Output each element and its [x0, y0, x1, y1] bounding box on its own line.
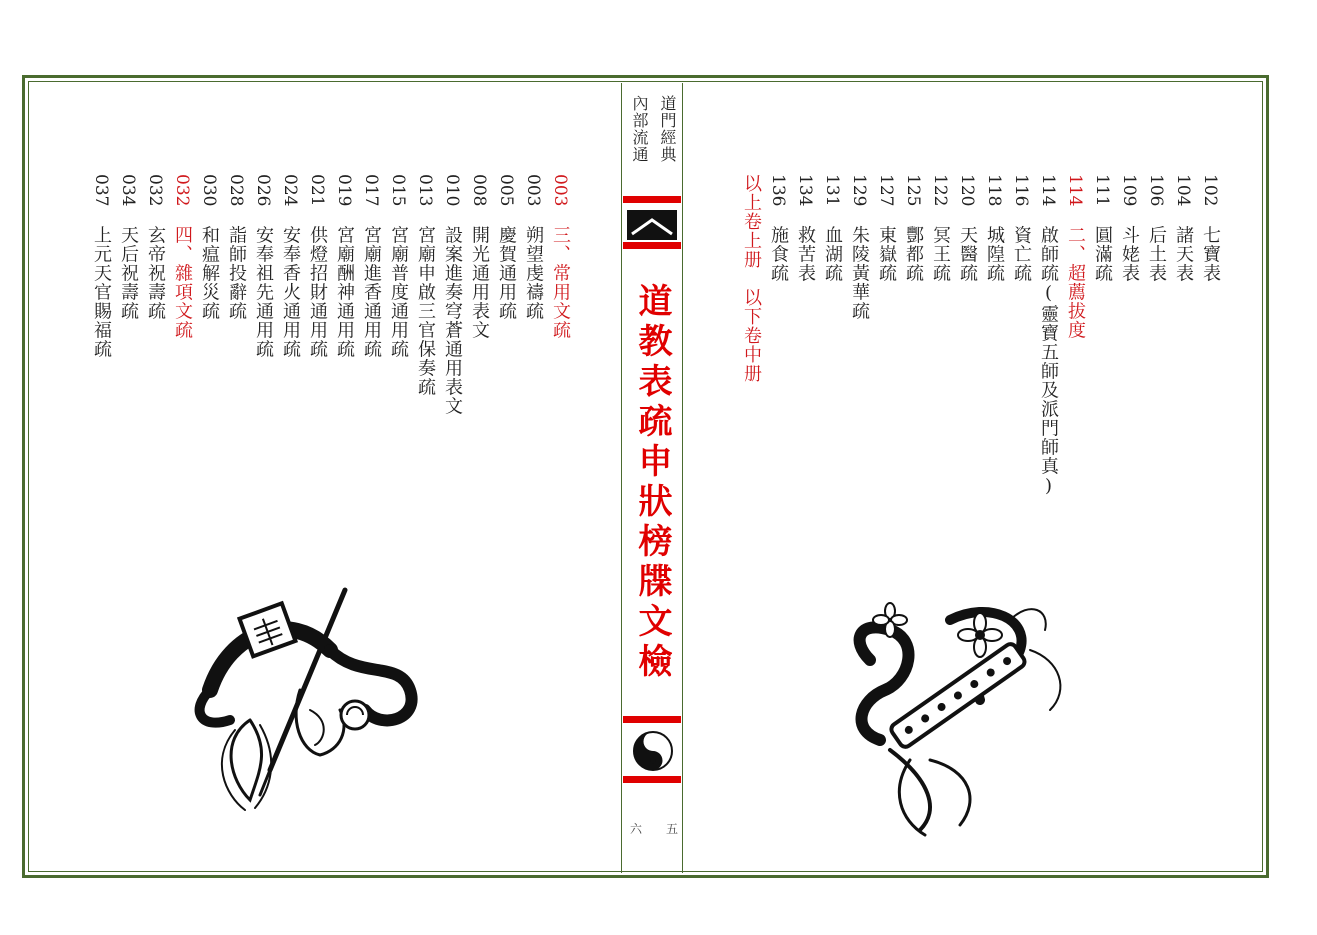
yin-yang-icon [633, 731, 673, 771]
page-number-right: 五 [665, 822, 678, 836]
toc-entry-title: 三、常用文疏 [550, 225, 571, 340]
toc-entry-title: 七寶表 [1200, 225, 1221, 283]
toc-entry-page-number: 032 [172, 174, 192, 207]
toc-entry [846, 174, 873, 320]
toc-entry-title: 宮廟普度通用疏 [388, 225, 409, 359]
toc-entry [88, 174, 115, 358]
spine-red-bar-mid [623, 242, 681, 249]
toc-entry-title: 冥王疏 [930, 225, 951, 283]
toc-entry-title: 以上卷上册 以下卷中册 [741, 174, 762, 383]
toc-entry-page-number: 116 [1011, 174, 1031, 207]
toc-entry-title: 四、雜項文疏 [172, 225, 193, 340]
toc-entry-title: 斗姥表 [1119, 225, 1140, 283]
toc-entry-page-number: 030 [199, 174, 219, 207]
toc-entry-title: 上元天官賜福疏 [91, 225, 112, 359]
toc-entry [981, 174, 1008, 282]
spine-red-bar-bottom [623, 776, 681, 783]
toc-entry-title: 圓滿疏 [1092, 225, 1113, 283]
toc-entry [873, 174, 900, 282]
right-page-toc [700, 174, 1224, 594]
toc-entry [358, 174, 385, 358]
toc-entry [115, 174, 142, 320]
toc-entry-page-number: 015 [388, 174, 408, 207]
toc-entry [412, 174, 439, 396]
toc-entry-page-number: 028 [226, 174, 246, 207]
toc-entry-title: 宮廟申啟三官保奏疏 [415, 225, 436, 397]
toc-entry-page-number: 021 [307, 174, 327, 207]
toc-entry [792, 174, 819, 282]
toc-entry-title: 啟師疏(靈寶五師及派門師真) [1038, 225, 1059, 498]
toc-entry [277, 174, 304, 358]
toc-entry-page-number: 118 [984, 174, 1004, 207]
toc-entry-title: 朔望虔禱疏 [523, 225, 544, 321]
toc-entry-title: 后土表 [1146, 225, 1167, 283]
toc-entry-page-number: 106 [1146, 174, 1166, 207]
toc-entry-page-number: 114 [1038, 174, 1058, 207]
toc-entry [1116, 174, 1143, 282]
toc-entry-page-number: 120 [957, 174, 977, 207]
toc-entry-title: 開光通用表文 [469, 225, 490, 340]
toc-entry [331, 174, 358, 358]
toc-entry-title: 資亡疏 [1011, 225, 1032, 283]
toc-entry [1062, 174, 1089, 339]
toc-entry [547, 174, 574, 339]
toc-entry [1008, 174, 1035, 282]
toc-entry-title: 酆都疏 [903, 225, 924, 283]
ritual-sword-ribbon-icon [150, 570, 425, 815]
toc-entry-page-number: 102 [1200, 174, 1220, 207]
toc-entry-title: 朱陵黃華疏 [849, 225, 870, 321]
toc-entry-page-number: 129 [849, 174, 869, 207]
toc-entry [196, 174, 223, 320]
toc-entry [223, 174, 250, 320]
toc-entry [954, 174, 981, 282]
toc-entry [1170, 174, 1197, 282]
toc-entry-page-number: 005 [496, 174, 516, 207]
toc-entry-page-number: 003 [523, 174, 543, 207]
toc-entry [304, 174, 331, 358]
toc-entry-title: 安奉祖先通用疏 [253, 225, 274, 359]
page-number-left: 六 [630, 822, 643, 836]
toc-entry [250, 174, 277, 358]
toc-entry-page-number: 026 [253, 174, 273, 207]
toc-entry [1197, 174, 1224, 282]
toc-entry-title: 玄帝祝壽疏 [145, 225, 166, 321]
toc-entry-title: 詣師投辭疏 [226, 225, 247, 321]
toc-entry [900, 174, 927, 282]
toc-entry-title: 和瘟解災疏 [199, 225, 220, 321]
toc-entry [927, 174, 954, 282]
toc-entry-title: 天醫疏 [957, 225, 978, 283]
toc-entry-page-number: 013 [415, 174, 435, 207]
toc-entry-title: 安奉香火通用疏 [280, 225, 301, 359]
toc-entry-page-number: 037 [91, 174, 111, 207]
toc-entry [169, 174, 196, 339]
toc-entry-page-number: 109 [1119, 174, 1139, 207]
toc-entry-title: 宮廟進香通用疏 [361, 225, 382, 359]
toc-entry [493, 174, 520, 320]
toc-entry-page-number: 114 [1065, 174, 1085, 207]
toc-entry [765, 174, 792, 282]
toc-entry-page-number: 024 [280, 174, 300, 207]
toc-entry-title: 設案進奏穹蒼通用表文 [442, 225, 463, 416]
toc-entry [738, 174, 765, 383]
toc-entry-title: 二、超薦拔度 [1065, 225, 1086, 340]
chevron-banner-icon [627, 210, 677, 240]
toc-entry-page-number: 003 [550, 174, 570, 207]
toc-entry-page-number: 010 [442, 174, 462, 207]
toc-entry-title: 城隍疏 [984, 225, 1005, 283]
spine-label-internal: 內部流通 [630, 95, 649, 163]
toc-entry-page-number: 008 [469, 174, 489, 207]
toc-entry-page-number: 131 [822, 174, 842, 207]
toc-entry-title: 宮廟酬神通用疏 [334, 225, 355, 359]
toc-entry-title: 救苦表 [795, 225, 816, 283]
toc-entry-page-number: 122 [930, 174, 950, 207]
toc-entry-page-number: 034 [118, 174, 138, 207]
toc-entry-page-number: 017 [361, 174, 381, 207]
toc-entry-page-number: 019 [334, 174, 354, 207]
toc-entry-page-number: 127 [876, 174, 896, 207]
toc-entry [466, 174, 493, 339]
page-numbers [630, 820, 678, 837]
toc-entry-title: 諸天表 [1173, 225, 1194, 283]
toc-entry-title: 慶賀通用疏 [496, 225, 517, 321]
toc-entry [520, 174, 547, 320]
toc-entry [819, 174, 846, 282]
toc-entry-title: 供燈招財通用疏 [307, 225, 328, 359]
toc-entry-page-number: 032 [145, 174, 165, 207]
toc-entry [1143, 174, 1170, 282]
spine-title: 道教表疏申狀榜牒文檢 [632, 283, 672, 683]
toc-entry-title: 血湖疏 [822, 225, 843, 283]
left-page-toc [76, 174, 574, 594]
spine-red-bar-low [623, 716, 681, 723]
spine-red-bar-top [623, 196, 681, 203]
toc-entry [439, 174, 466, 415]
toc-entry-page-number: 104 [1173, 174, 1193, 207]
toc-entry-page-number: 134 [795, 174, 815, 207]
toc-entry [1089, 174, 1116, 282]
toc-entry-title: 施食疏 [768, 225, 789, 283]
toc-entry [385, 174, 412, 358]
toc-entry-title: 天后祝壽疏 [118, 225, 139, 321]
spine-label-classic: 道門經典 [658, 95, 677, 163]
toc-entry-page-number: 136 [768, 174, 788, 207]
toc-entry [142, 174, 169, 320]
scroll-flower-icon [830, 580, 1080, 840]
toc-entry-title: 東嶽疏 [876, 225, 897, 283]
toc-entry-page-number: 111 [1092, 174, 1112, 207]
toc-entry-page-number: 125 [903, 174, 923, 207]
toc-entry [1035, 174, 1062, 497]
